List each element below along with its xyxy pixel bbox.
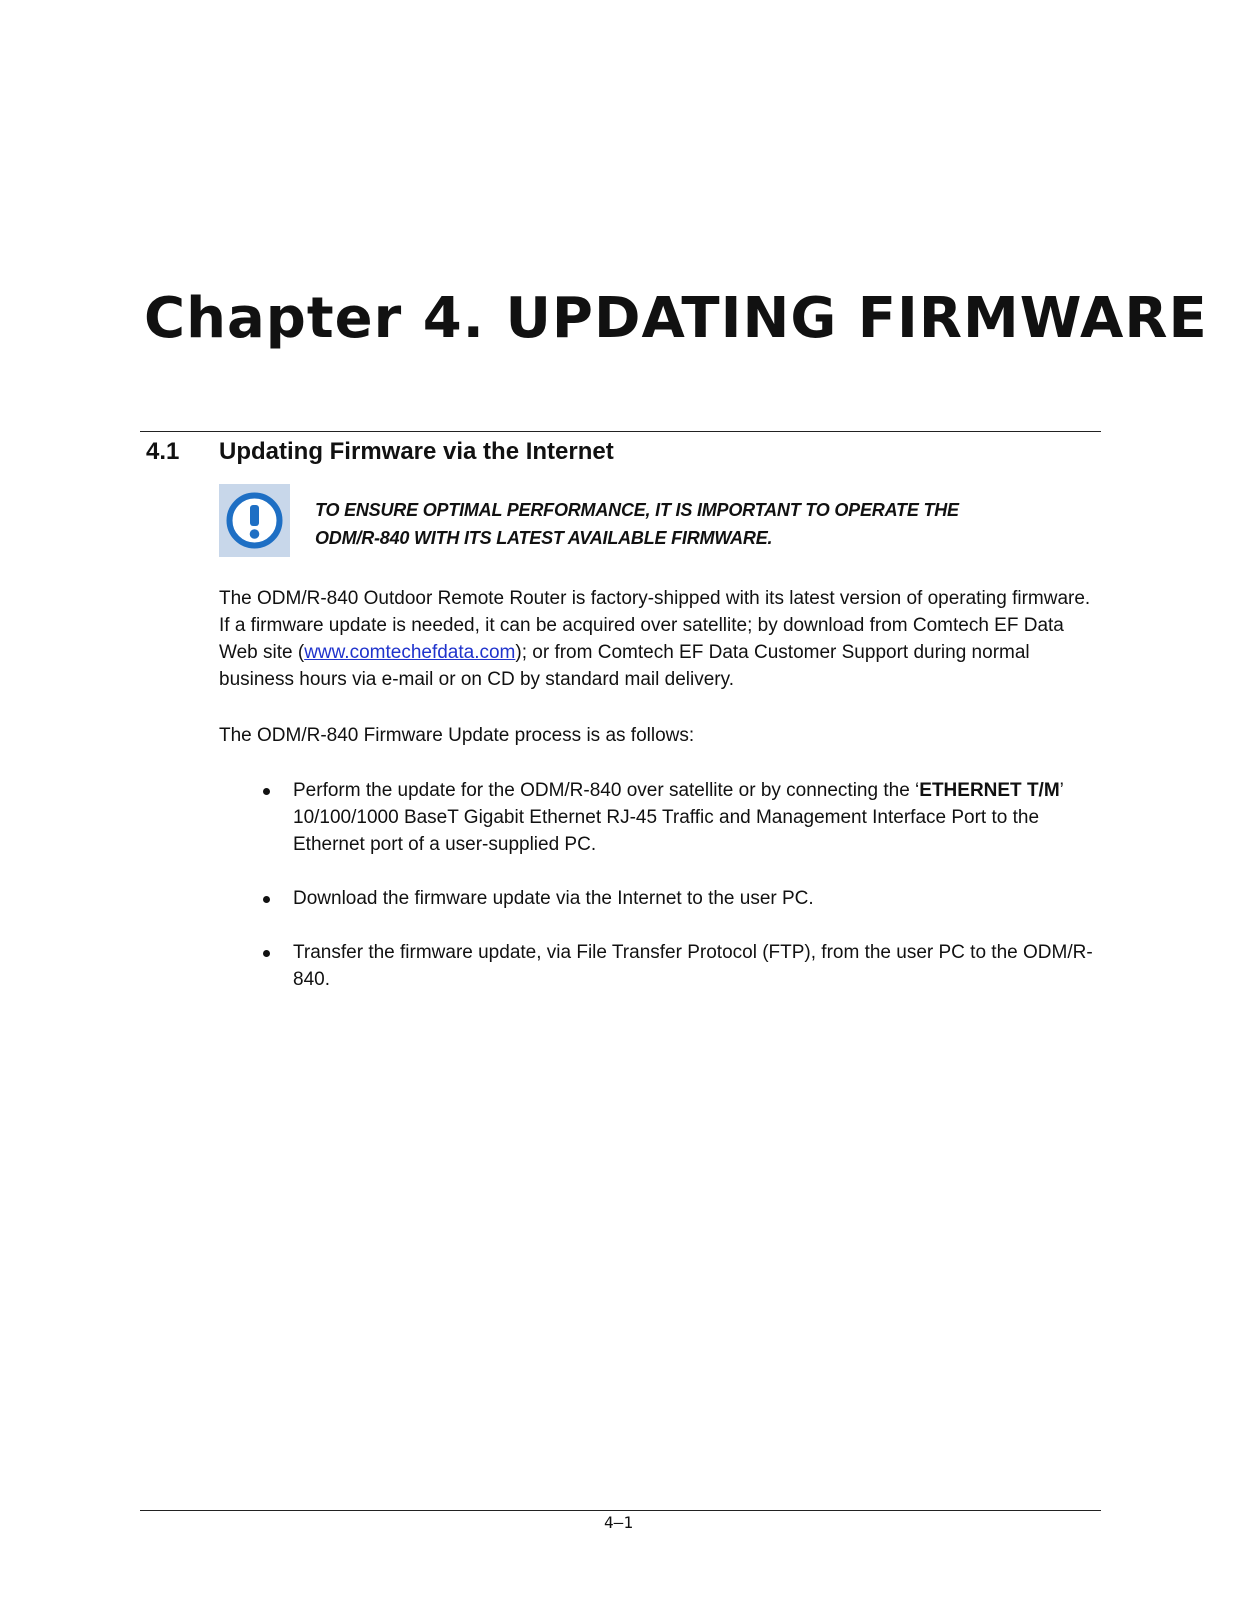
section-divider <box>140 431 1101 432</box>
notice-line-1: TO ENSURE OPTIMAL PERFORMANCE, IT IS IMPORTANT TO OPERATE THE <box>315 500 959 520</box>
section-number: 4.1 <box>146 438 180 465</box>
step-3-text: Transfer the firmware update, via File Transfer Protocol (FTP), from the user PC to the ODM/R-840. <box>293 942 1093 990</box>
step-1-text-start: Perform the update for the ODM/R-840 over satellite or by connecting the ‘ <box>293 780 920 801</box>
bullet-icon <box>263 788 270 795</box>
intro-text-start: The ODM/R-840 Outdoor Remote Router is factory-shipped with its latest version of operating firmware. If a firmware update is needed, it can be acquired over satellite; by download from Comtech EF Data Web site ( <box>219 588 1091 663</box>
step-1-text-end: ’ 10/100/1000 BaseT Gigabit Ethernet RJ-45 Traffic and Management Interface Port to the Ethernet port of a user-supplied PC. <box>293 780 1064 855</box>
important-notice <box>315 496 1035 552</box>
ethernet-port-name: ETHERNET T/M <box>919 780 1060 801</box>
intro-text-end: ); or from Comtech EF Data Customer Support during normal business hours via e-mail or on CD by standard mail delivery. <box>219 642 1030 690</box>
important-icon <box>219 484 290 557</box>
process-steps-list <box>219 777 1099 1020</box>
process-intro-paragraph: The ODM/R-840 Firmware Update process is as follows: <box>219 725 695 746</box>
footer-divider <box>140 1510 1101 1511</box>
page-number: 4–1 <box>604 1513 633 1532</box>
section-title: Updating Firmware via the Internet <box>219 438 614 465</box>
comtech-website-link[interactable]: www.comtechefdata.com <box>304 642 516 663</box>
list-item <box>219 939 1099 993</box>
bullet-icon <box>263 896 270 903</box>
bullet-icon <box>263 950 270 957</box>
list-item <box>219 777 1099 858</box>
list-item <box>219 885 1099 912</box>
chapter-title: Chapter 4. UPDATING FIRMWARE <box>144 286 1208 351</box>
step-2-text: Download the firmware update via the Internet to the user PC. <box>293 888 814 909</box>
intro-paragraph <box>219 585 1099 693</box>
notice-line-2: ODM/R-840 WITH ITS LATEST AVAILABLE FIRMWARE. <box>315 528 773 548</box>
